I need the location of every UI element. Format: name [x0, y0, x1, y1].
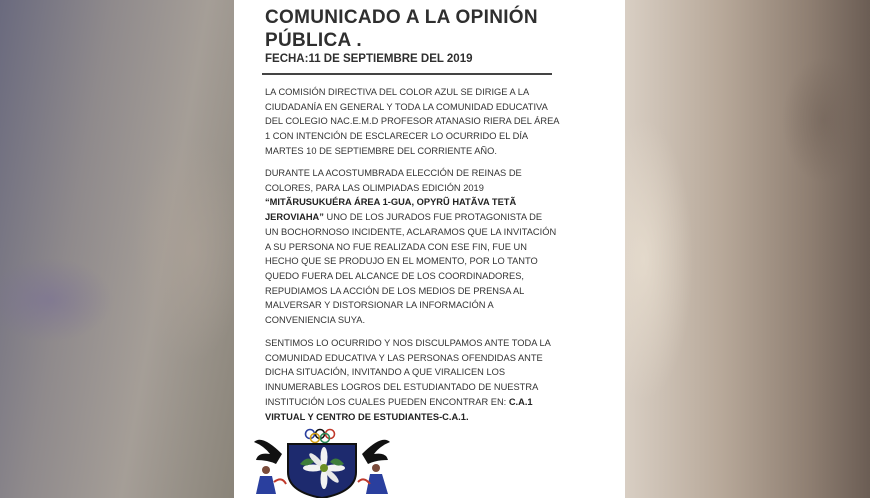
document-date: FECHA:11 DE SEPTIEMBRE DEL 2019: [265, 53, 473, 65]
paragraph-incident-body: UNO DE LOS JURADOS FUE PROTAGONISTA DE UN BOCHORNOSO INCIDENTE, ACLARAMOS QUE LA INVITACIÓN A SU PERSONA NO FUE REALIZADA CON ESE FIN, FUE UN HECHO QUE SE PRODUJO EN EL MOMENTO, POR LO TANTO QUEDO FUERA DEL ALCANCE DE LOS COORDINADORES, REPUDIAMOS LA ACCIÓN DE LOS MEDIOS DE PRENSA AL MALVERSAR Y DISTORSIONAR LA INFORMACIÓN A CONVENIENCIA SUYA.: [265, 212, 557, 326]
blurred-background-right: [624, 0, 870, 498]
paragraph-introduction: LA COMISIÓN DIRECTIVA DEL COLOR AZUL SE DIRIGE A LA CIUDADANÍA EN GENERAL Y TODA LA COMUNIDAD EDUCATIVA DEL COLEGIO NAC.E.M.D PROFESOR ATANASIO RIERA DEL ÁREA 1 CON INTENCIÓN DE ESCLARECER LO OCURRIDO EL DÍA MARTES 10 DE SEPTIEMBRE DEL CORRIENTE AÑO.: [265, 87, 560, 156]
emblem-icon: [252, 424, 392, 498]
social-pages: C.A.1 VIRTUAL Y CENTRO DE ESTUDIANTES-C.A.1.: [265, 396, 533, 422]
paragraph-incident-intro: DURANTE LA ACOSTUMBRADA ELECCIÓN DE REINAS DE COLORES, PARA LAS OLIMPIADAS EDICIÓN 2019: [265, 168, 522, 193]
paragraph-apology: [265, 336, 563, 424]
paragraph-apology-body: SENTIMOS LO OCURRIDO Y NOS DISCULPAMOS ANTE TODA LA COMUNIDAD EDUCATIVA Y LAS PERSONAS OFENDIDAS ANTE DICHA SITUACIÓN, INVITANDO A QUE VIRALICEN LOS INNUMERABLES LOGROS DEL ESTUDIANTADO DE NUESTRA INSTITUCIÓN LOS CUALES PUEDEN ENCONTRAR EN:: [265, 338, 551, 407]
title-divider: [262, 73, 552, 75]
event-name: “MITÃRUSUKUÉRA ÁREA 1-GUA, OPYRŨ HATÃVA TETÃ JEROVIAHA”: [265, 197, 517, 223]
document-page: [234, 0, 625, 498]
paragraph-incident: [265, 166, 563, 328]
blurred-background-left: [0, 0, 234, 498]
document-title: COMUNICADO A LA OPINIÓN PÚBLICA .: [265, 7, 538, 51]
